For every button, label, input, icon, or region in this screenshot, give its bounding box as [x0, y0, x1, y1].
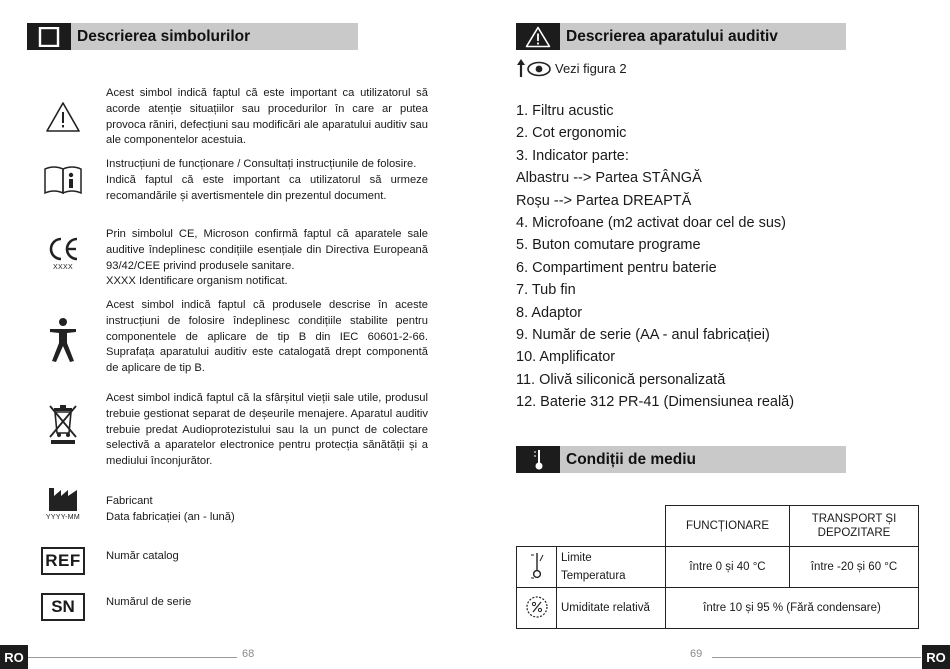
list-item: 6. Compartiment pentru baterie — [516, 259, 717, 276]
column-header-transport-line2: DEPOZITARE — [817, 527, 891, 539]
warning-triangle-icon — [516, 23, 560, 50]
humidity-value: între 10 și 95 % (Fără condensare) — [666, 588, 919, 629]
symbol-paragraph: Numărul de serie — [106, 596, 192, 608]
column-header-transport-line1: TRANSPORT ȘI — [811, 513, 897, 525]
weee-crossed-bin-icon — [38, 403, 88, 445]
temperature-transport-value: între -20 și 60 °C — [790, 547, 919, 588]
list-item: 11. Olivă siliconică personalizată — [516, 371, 726, 388]
environment-section-title: Condiții de mediu — [566, 450, 697, 468]
parts-list — [516, 100, 794, 414]
symbol-paragraph: Instrucțiuni de funcționare / Consultați instrucțiunile de folosire. — [106, 158, 417, 170]
column-header-transport — [790, 506, 919, 547]
list-item: 7. Tub fin — [516, 282, 576, 299]
list-item: Roșu --> Partea DREAPTĂ — [516, 192, 692, 209]
symbol-description — [106, 157, 428, 204]
square-outline-icon — [27, 23, 71, 50]
manufacturer-factory-icon — [38, 481, 88, 523]
symbol-paragraph: Acest simbol indică faptul că produsele descrise în aceste instrucțiuni de folosire îndeplinesc condițiile stabilite pentru componentele de aplicare de tip B din IEC 60601-2-66. Suprafața aparatului auditiv este catalogată drept componentă de aplicare de tip B. — [106, 299, 428, 375]
symbol-description — [106, 86, 428, 149]
list-item: 2. Cot ergonomic — [516, 125, 627, 142]
symbol-paragraph: Număr catalog — [106, 550, 179, 562]
row-label-temperature-line2: Temperatura — [561, 570, 626, 582]
list-item: 5. Buton comutare programe — [516, 237, 701, 254]
list-item: 4. Microfoane (m2 activat doar cel de sus) — [516, 215, 786, 232]
manufacture-date-placeholder: YYYY-MM — [45, 513, 81, 521]
symbol-description — [106, 298, 428, 377]
list-item: Albastru --> Partea STÂNGĂ — [516, 170, 702, 187]
symbol-description — [106, 549, 428, 565]
symbol-paragraph: Indică faptul că este important ca utilizatorul să urmeze recomandările și avertismentele din prezentul document. — [106, 173, 428, 202]
symbol-description — [106, 391, 428, 470]
symbol-description — [106, 227, 428, 290]
symbols-section-header — [27, 23, 358, 50]
symbol-paragraph: XXXX Identificare organism notificat. — [106, 275, 288, 288]
device-section-header — [516, 23, 846, 50]
environment-section-header — [516, 446, 846, 473]
ref-label: REF — [41, 547, 85, 575]
look-eye-icon — [516, 58, 552, 78]
notified-body-placeholder: XXXX — [53, 263, 73, 271]
temperature-operation-value: între 0 și 40 °C — [666, 547, 790, 588]
symbol-paragraph: Acest simbol indică faptul că este important ca utilizatorul să acorde atenție situațiilor sau procedurilor în care ar putea provoca răniri, defecțiuni sau modificări ale aparatului auditiv sau ale componentelor acestuia. — [106, 87, 428, 147]
ce-mark-icon — [38, 233, 88, 273]
list-item: 9. Număr de serie (AA - anul fabricației) — [516, 327, 770, 344]
symbols-section-title: Descrierea simbolurilor — [77, 27, 251, 45]
symbol-paragraph: Data fabricației (an - lună) — [106, 510, 235, 523]
type-b-applied-part-icon — [38, 316, 88, 364]
warning-triangle-icon — [38, 100, 88, 134]
humidity-limit-icon — [517, 588, 557, 629]
symbol-description — [106, 494, 428, 526]
sn-label: SN — [41, 593, 85, 621]
language-badge: RO — [922, 645, 950, 669]
row-label-humidity: Umiditate relativă — [557, 588, 666, 629]
ref-catalog-icon — [38, 546, 88, 576]
figure-reference — [516, 58, 627, 78]
symbol-paragraph: Prin simbolul CE, Microson confirmă faptul că aparatele sale auditive îndeplinesc condițiile esențiale din Directiva Europeană 93/42/CEE privind produsele sanitare. — [106, 228, 428, 272]
thermometer-icon — [516, 446, 560, 473]
list-item: 3. Indicator parte: — [516, 147, 629, 164]
page-number: 68 — [242, 648, 255, 660]
column-header-operation: FUNCȚIONARE — [666, 506, 790, 547]
environment-table — [516, 505, 919, 629]
temperature-limit-icon — [517, 547, 557, 588]
list-item: 8. Adaptor — [516, 304, 583, 321]
list-item: 12. Baterie 312 PR-41 (Dimensiunea reală) — [516, 394, 795, 411]
serial-number-icon — [38, 592, 88, 622]
row-label-temperature-line1: Limite — [561, 552, 592, 564]
list-item: 1. Filtru acustic — [516, 103, 614, 119]
device-section-title: Descrierea aparatului auditiv — [566, 27, 778, 45]
symbol-description — [106, 595, 428, 611]
symbol-paragraph: Fabricant — [106, 495, 153, 507]
figure-reference-text: Vezi figura 2 — [555, 60, 627, 76]
symbol-paragraph: Acest simbol indică faptul că la sfârșitul vieții sale utile, produsul trebuie gestionat separat de deșeurile menajere. Aparatul auditiv trebuie predat Audioprotezistului sau la un punct de colectare selectivă a aparatelor electronice pentru protecția sănătății și a mediului înconjurător. — [106, 392, 428, 468]
row-label-temperature — [557, 547, 666, 588]
footer-line — [712, 657, 921, 658]
language-badge: RO — [0, 645, 28, 669]
page-number: 69 — [690, 648, 703, 660]
footer-line — [28, 657, 237, 658]
list-item: 10. Amplificator — [516, 349, 616, 366]
instructions-book-icon — [38, 164, 88, 196]
